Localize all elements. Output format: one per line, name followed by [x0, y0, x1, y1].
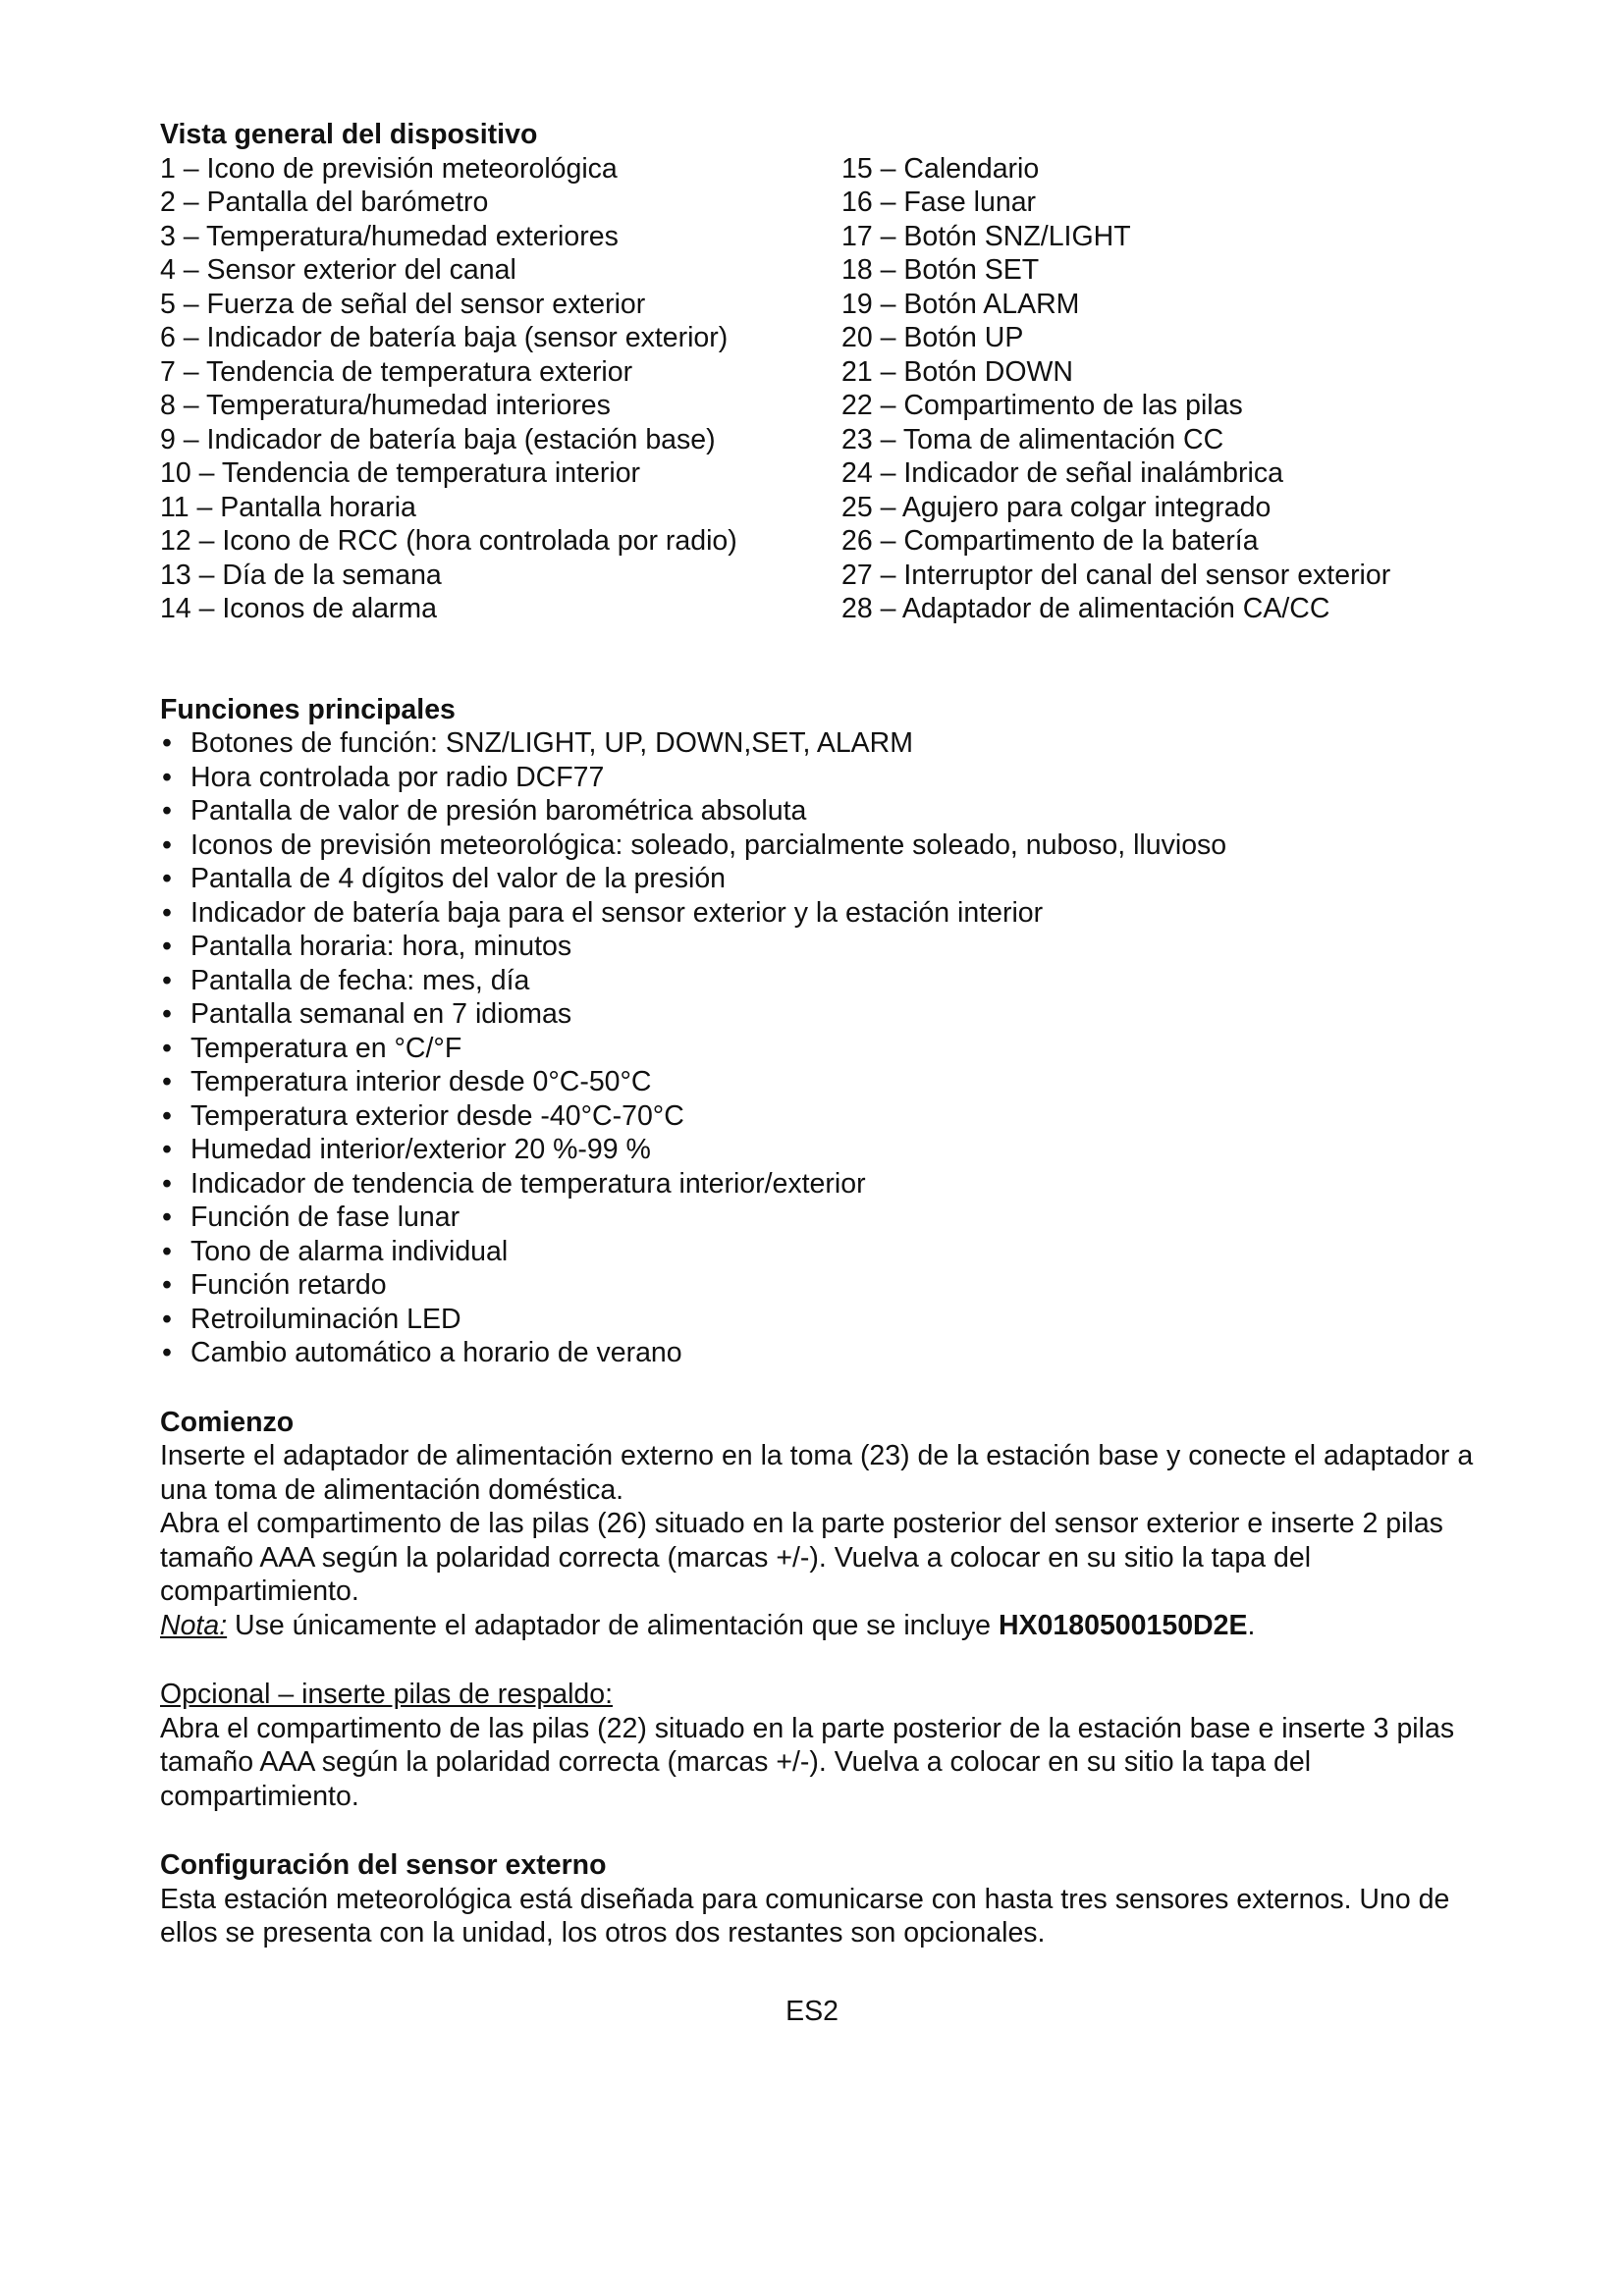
- overview-heading: Vista general del dispositivo: [160, 119, 538, 150]
- overview-item: 4 – Sensor exterior del canal: [160, 254, 516, 286]
- overview-item: 19 – Botón ALARM: [841, 288, 1080, 320]
- list-item: • Tono de alarma individual: [160, 1235, 1476, 1269]
- list-item: • Indicador de tendencia de temperatura interior/exterior: [160, 1167, 1476, 1201]
- list-item: • Función de fase lunar: [160, 1201, 1476, 1235]
- list-item: • Pantalla de 4 dígitos del valor de la presión: [160, 862, 1476, 896]
- list-item: • Iconos de previsión meteorológica: soleado, parcialmente soleado, nuboso, lluvioso: [160, 828, 1476, 863]
- list-item: • Pantalla semanal en 7 idiomas: [160, 997, 1476, 1032]
- overview-item: 8 – Temperatura/humedad interiores: [160, 390, 611, 421]
- overview-item: 9 – Indicador de batería baja (estación base): [160, 423, 716, 455]
- list-item: • Pantalla horaria: hora, minutos: [160, 930, 1476, 964]
- overview-item: 2 – Pantalla del barómetro: [160, 187, 489, 218]
- note-end: .: [1247, 1609, 1256, 1641]
- list-item: • Indicador de batería baja para el sensor exterior y la estación interior: [160, 896, 1476, 931]
- overview-section: [160, 118, 1476, 626]
- optional-paragraph: Abra el compartimento de las pilas (22) situado en la parte posterior de la estación base e inserte 3 pilas tamaño AAA según la polaridad correcta (marcas +/-). Vuelva a colocar en su sitio la tapa del compartimiento.: [160, 1712, 1455, 1812]
- overview-item: 18 – Botón SET: [841, 254, 1040, 286]
- list-item: • Retroiluminación LED: [160, 1303, 1476, 1337]
- note-paragraph: [160, 1609, 1476, 1643]
- note-text: Use únicamente el adaptador de alimentación que se incluye: [227, 1609, 999, 1641]
- overview-item: 26 – Compartimento de la batería: [841, 525, 1259, 557]
- overview-item: 22 – Compartimento de las pilas: [841, 390, 1243, 421]
- overview-item: 5 – Fuerza de señal del sensor exterior: [160, 288, 646, 320]
- overview-right-list: [841, 152, 1470, 626]
- list-item: • Cambio automático a horario de verano: [160, 1336, 1476, 1370]
- sensor-paragraph: Esta estación meteorológica está diseñada para comunicarse con hasta tres sensores externos. Uno de ellos se presenta con la unidad, los otros dos restantes son opcionales.: [160, 1883, 1450, 1949]
- overview-item: 1 – Icono de previsión meteorológica: [160, 152, 618, 185]
- list-item: • Pantalla de fecha: mes, día: [160, 964, 1476, 998]
- overview-left-list: [160, 152, 841, 626]
- list-item: • Temperatura exterior desde -40°C-70°C: [160, 1099, 1476, 1134]
- features-heading: Funciones principales: [160, 693, 456, 725]
- list-item: • Hora controlada por radio DCF77: [160, 761, 1476, 795]
- overview-item: 16 – Fase lunar: [841, 187, 1037, 218]
- list-item: • Función retardo: [160, 1268, 1476, 1303]
- overview-item: 28 – Adaptador de alimentación CA/CC: [841, 593, 1330, 624]
- features-section: [160, 693, 1476, 1370]
- overview-item: 6 – Indicador de batería baja (sensor exterior): [160, 322, 729, 353]
- overview-item: 21 – Botón DOWN: [841, 355, 1074, 388]
- overview-item: 23 – Toma de alimentación CC: [841, 423, 1224, 455]
- document-page: [160, 118, 1476, 1950]
- optional-heading: Opcional – inserte pilas de respaldo:: [160, 1679, 614, 1710]
- list-item: • Temperatura interior desde 0°C-50°C: [160, 1065, 1476, 1099]
- overview-item: 13 – Día de la semana: [160, 559, 442, 591]
- list-item: • Humedad interior/exterior 20 %-99 %: [160, 1133, 1476, 1167]
- overview-item: 3 – Temperatura/humedad exteriores: [160, 220, 619, 252]
- sensor-section: [160, 1848, 1476, 1950]
- overview-item: 24 – Indicador de señal inalámbrica: [841, 457, 1283, 489]
- note-model: HX0180500150D2E: [998, 1609, 1248, 1641]
- section-spacer: [160, 1642, 1476, 1678]
- overview-item: 27 – Interruptor del canal del sensor exterior: [841, 559, 1391, 591]
- overview-item: 12 – Icono de RCC (hora controlada por radio): [160, 525, 737, 557]
- overview-item: 7 – Tendencia de temperatura exterior: [160, 355, 633, 388]
- overview-item: 25 – Agujero para colgar integrado: [841, 491, 1272, 523]
- list-item: • Temperatura en °C/°F: [160, 1032, 1476, 1066]
- overview-item: 15 – Calendario: [841, 152, 1040, 185]
- overview-item: 17 – Botón SNZ/LIGHT: [841, 220, 1131, 252]
- note-label: Nota:: [160, 1609, 228, 1641]
- section-spacer: [160, 1370, 1476, 1406]
- sensor-heading: Configuración del sensor externo: [160, 1849, 607, 1881]
- list-item: • Botones de función: SNZ/LIGHT, UP, DOWN,SET, ALARM: [160, 726, 1476, 761]
- overview-item: 20 – Botón UP: [841, 322, 1024, 353]
- overview-item: 10 – Tendencia de temperatura interior: [160, 457, 641, 489]
- start-paragraph-2: Abra el compartimento de las pilas (26) situado en la parte posterior del sensor exterior e inserte 2 pilas tamaño AAA según la polaridad correcta (marcas +/-). Vuelva a colocar en su sitio la tapa del compartimiento.: [160, 1508, 1443, 1607]
- section-spacer: [160, 626, 1476, 693]
- page-number: ES2: [785, 1996, 839, 2027]
- section-spacer: [160, 1813, 1476, 1848]
- overview-item: 11 – Pantalla horaria: [160, 491, 416, 523]
- start-paragraph-1: Inserte el adaptador de alimentación externo en la toma (23) de la estación base y conecte el adaptador a una toma de alimentación doméstica.: [160, 1440, 1474, 1506]
- start-heading: Comienzo: [160, 1406, 295, 1438]
- overview-columns: [160, 152, 1476, 626]
- list-item: • Pantalla de valor de presión barométrica absoluta: [160, 794, 1476, 828]
- overview-item: 14 – Iconos de alarma: [160, 593, 438, 624]
- features-list: [160, 726, 1476, 1370]
- start-section: [160, 1406, 1476, 1814]
